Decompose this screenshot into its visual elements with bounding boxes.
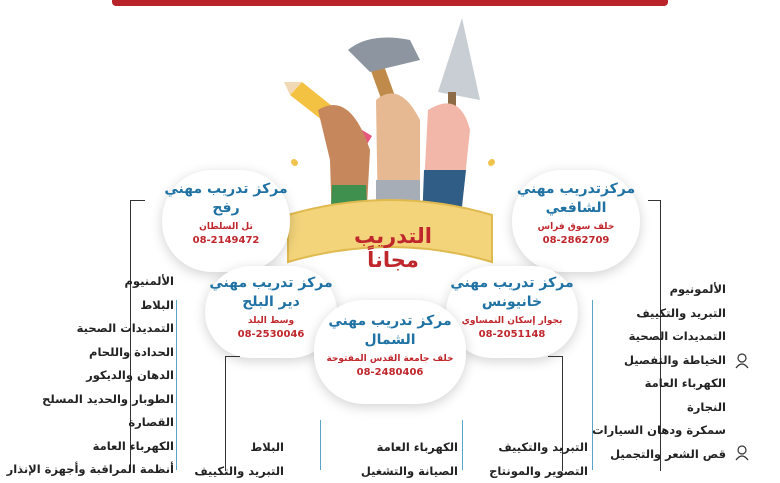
card-address: بجوار إسكان النمساوي: [446, 316, 578, 326]
card-shafei: [512, 170, 640, 272]
card-title: مركز تدريب مهني رفح: [162, 180, 290, 218]
card-rafah: [162, 170, 290, 272]
list-item: التبريد والتكييف: [194, 460, 284, 483]
card-address: خلف سوق فراس: [512, 222, 640, 232]
top-accent-bar: [112, 0, 668, 6]
north-specialties-list: [334, 436, 458, 483]
list-item: النجارة: [596, 396, 726, 420]
list-item: الكهرباء العامة: [596, 372, 726, 396]
list-item: التصوير والمونتاج: [470, 460, 588, 483]
list-item: التبريد والتكييف: [470, 436, 588, 460]
card-address: وسط البلد: [205, 316, 337, 326]
list-item: قص الشعر والتجميل: [596, 443, 726, 467]
shafei-specialties-list: [596, 278, 726, 466]
free-training-banner: التدريب مجاناً: [333, 224, 453, 272]
list-item: الكهرباء العامة: [334, 436, 458, 460]
list-item: الخياطة والتفصيل: [596, 349, 726, 373]
card-title: مركزتدريب مهني الشافعي: [512, 180, 640, 218]
list-item: سمكرة ودهان السيارات: [596, 419, 726, 443]
connector-line: [592, 300, 593, 470]
woman-avatar-icon: [734, 352, 750, 368]
card-address: خلف جامعة القدس المفتوحة: [314, 354, 466, 364]
card-address: تل السلطان: [162, 222, 290, 232]
card-north: [314, 300, 466, 404]
list-item: الصيانة والتشغيل: [334, 460, 458, 483]
rafah-specialties-list: [28, 270, 174, 482]
list-item: البلاط: [28, 294, 174, 318]
list-item: الحدادة واللحام: [28, 341, 174, 365]
list-item: الدهان والديكور: [28, 364, 174, 388]
card-title: مركز تدريب مهني خانيونس: [446, 274, 578, 312]
list-item: الكهرباء العامة: [28, 435, 174, 459]
list-item: البلاط: [194, 436, 284, 460]
connector-line: [176, 300, 177, 470]
list-item: الطوبار والحديد المسلح: [28, 388, 174, 412]
card-phone: 08-2862709: [512, 235, 640, 246]
connector-line: [462, 420, 463, 470]
list-item: أنظمة المراقبة وأجهزة الإنذار: [28, 458, 174, 482]
list-item: الألمونيوم: [596, 278, 726, 302]
card-phone: 08-2530046: [205, 329, 337, 340]
list-item: التبريد والتكييف: [596, 302, 726, 326]
list-item: الألمنيوم: [28, 270, 174, 294]
woman-avatar-icon: [734, 444, 750, 460]
card-title: مركز تدريب مهني دير البلح: [205, 274, 337, 312]
deir-specialties-list: [194, 436, 284, 483]
decor-dot: [292, 160, 298, 166]
decor-dot: [488, 160, 494, 166]
list-item: القصارة: [28, 411, 174, 435]
card-title: مركز تدريب مهني الشمال: [314, 312, 466, 350]
list-item: التمديدات الصحية: [596, 325, 726, 349]
card-phone: 08-2149472: [162, 235, 290, 246]
khanyounis-specialties-list: [470, 436, 588, 483]
card-phone: 08-2051148: [446, 329, 578, 340]
connector-line: [320, 420, 321, 470]
card-phone: 08-2480406: [314, 367, 466, 378]
list-item: التمديدات الصحية: [28, 317, 174, 341]
